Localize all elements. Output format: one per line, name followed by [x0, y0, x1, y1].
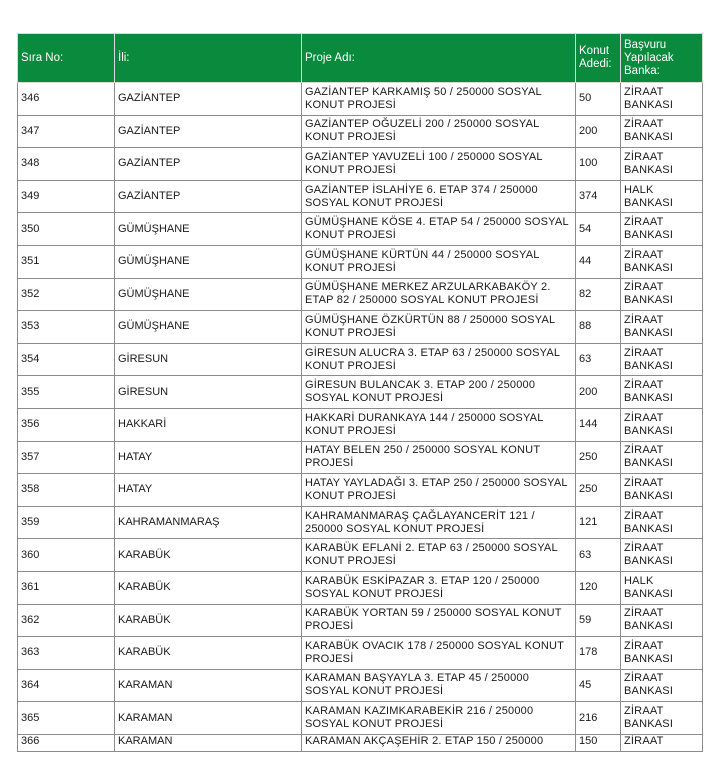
cell-sira-no: 349 — [18, 180, 115, 213]
cell-konut-adedi: 200 — [576, 376, 621, 409]
cell-proje-adi: KARAMAN AKÇAŞEHİR 2. ETAP 150 / 250000 — [302, 734, 576, 751]
cell-il: GAZİANTEP — [115, 83, 302, 116]
header-konut-adedi: Konut Adedi: — [576, 34, 621, 83]
table-row — [18, 278, 703, 311]
cell-konut-adedi: 59 — [576, 604, 621, 637]
cell-sira-no: 348 — [18, 148, 115, 181]
cell-proje-adi: HATAY YAYLADAĞI 3. ETAP 250 / 250000 SOSYAL KONUT PROJESİ — [302, 474, 576, 507]
header-row — [18, 34, 703, 83]
cell-sira-no: 352 — [18, 278, 115, 311]
cell-proje-adi: GÜMÜŞHANE MERKEZ ARZULARKABAKÖY 2. ETAP 82 / 250000 SOSYAL KONUT PROJESİ — [302, 278, 576, 311]
cell-sira-no: 357 — [18, 441, 115, 474]
table-row — [18, 441, 703, 474]
cell-sira-no: 361 — [18, 571, 115, 604]
table-row — [18, 604, 703, 637]
cell-il: GAZİANTEP — [115, 115, 302, 148]
cell-sira-no: 365 — [18, 702, 115, 735]
cell-banka: ZİRAAT BANKASI — [621, 539, 703, 572]
cell-banka: ZİRAAT BANKASI — [621, 115, 703, 148]
header-proje-adi: Proje Adı: — [302, 34, 576, 83]
cell-proje-adi: GAZİANTEP İSLAHİYE 6. ETAP 374 / 250000 SOSYAL KONUT PROJESİ — [302, 180, 576, 213]
cell-proje-adi: GÜMÜŞHANE KÜRTÜN 44 / 250000 SOSYAL KONUT PROJESİ — [302, 245, 576, 278]
cell-konut-adedi: 100 — [576, 148, 621, 181]
table-row — [18, 539, 703, 572]
table-header — [18, 34, 703, 83]
cell-il: GİRESUN — [115, 376, 302, 409]
cell-banka: ZİRAAT BANKASI — [621, 506, 703, 539]
cell-proje-adi: KARABÜK EFLANİ 2. ETAP 63 / 250000 SOSYAL KONUT PROJESİ — [302, 539, 576, 572]
cell-sira-no: 350 — [18, 213, 115, 246]
cell-proje-adi: KARABÜK ESKİPAZAR 3. ETAP 120 / 250000 SOSYAL KONUT PROJESİ — [302, 571, 576, 604]
cell-banka: ZİRAAT BANKASI — [621, 245, 703, 278]
cell-il: KARABÜK — [115, 571, 302, 604]
table-row — [18, 408, 703, 441]
cell-il: HATAY — [115, 441, 302, 474]
header-il: İli: — [115, 34, 302, 83]
cell-banka: ZİRAAT — [621, 734, 703, 751]
cell-sira-no: 362 — [18, 604, 115, 637]
table-row — [18, 669, 703, 702]
cell-konut-adedi: 50 — [576, 83, 621, 116]
cell-konut-adedi: 120 — [576, 571, 621, 604]
table-row — [18, 734, 703, 751]
cell-konut-adedi: 374 — [576, 180, 621, 213]
cell-il: GÜMÜŞHANE — [115, 213, 302, 246]
cell-il: GÜMÜŞHANE — [115, 245, 302, 278]
cell-il: KARABÜK — [115, 604, 302, 637]
cell-konut-adedi: 82 — [576, 278, 621, 311]
table-row — [18, 245, 703, 278]
cell-sira-no: 364 — [18, 669, 115, 702]
cell-banka: ZİRAAT BANKASI — [621, 604, 703, 637]
cell-il: KARAMAN — [115, 669, 302, 702]
cell-banka: ZİRAAT BANKASI — [621, 376, 703, 409]
cell-banka: ZİRAAT BANKASI — [621, 702, 703, 735]
cell-il: GÜMÜŞHANE — [115, 278, 302, 311]
cell-proje-adi: KARAMAN KAZIMKARABEKİR 216 / 250000 SOSYAL KONUT PROJESİ — [302, 702, 576, 735]
cell-konut-adedi: 250 — [576, 441, 621, 474]
cell-il: KAHRAMANMARAŞ — [115, 506, 302, 539]
cell-konut-adedi: 200 — [576, 115, 621, 148]
cell-sira-no: 351 — [18, 245, 115, 278]
housing-project-table — [17, 33, 703, 752]
cell-proje-adi: GİRESUN BULANCAK 3. ETAP 200 / 250000 SOSYAL KONUT PROJESİ — [302, 376, 576, 409]
cell-konut-adedi: 144 — [576, 408, 621, 441]
cell-konut-adedi: 178 — [576, 637, 621, 670]
cell-proje-adi: HATAY BELEN 250 / 250000 SOSYAL KONUT PROJESİ — [302, 441, 576, 474]
cell-proje-adi: GAZİANTEP KARKAMIŞ 50 / 250000 SOSYAL KONUT PROJESİ — [302, 83, 576, 116]
table-row — [18, 702, 703, 735]
cell-banka: ZİRAAT BANKASI — [621, 637, 703, 670]
cell-banka: ZİRAAT BANKASI — [621, 474, 703, 507]
table-row — [18, 148, 703, 181]
table-row — [18, 311, 703, 344]
cell-sira-no: 346 — [18, 83, 115, 116]
cell-proje-adi: GÜMÜŞHANE ÖZKÜRTÜN 88 / 250000 SOSYAL KONUT PROJESİ — [302, 311, 576, 344]
cell-konut-adedi: 250 — [576, 474, 621, 507]
cell-banka: ZİRAAT BANKASI — [621, 83, 703, 116]
cell-proje-adi: KAHRAMANMARAŞ ÇAĞLAYANCERİT 121 / 250000 SOSYAL KONUT PROJESİ — [302, 506, 576, 539]
cell-il: HAKKARİ — [115, 408, 302, 441]
cell-proje-adi: KARABÜK OVACIK 178 / 250000 SOSYAL KONUT PROJESİ — [302, 637, 576, 670]
housing-project-table-sheet — [17, 33, 702, 752]
cell-konut-adedi: 88 — [576, 311, 621, 344]
cell-banka: ZİRAAT BANKASI — [621, 441, 703, 474]
table-row — [18, 343, 703, 376]
cell-proje-adi: GAZİANTEP OĞUZELİ 200 / 250000 SOSYAL KONUT PROJESİ — [302, 115, 576, 148]
table-row — [18, 213, 703, 246]
cell-il: GAZİANTEP — [115, 180, 302, 213]
cell-banka: ZİRAAT BANKASI — [621, 343, 703, 376]
cell-banka: ZİRAAT BANKASI — [621, 213, 703, 246]
cell-il: KARAMAN — [115, 734, 302, 751]
cell-banka: ZİRAAT BANKASI — [621, 311, 703, 344]
cell-konut-adedi: 216 — [576, 702, 621, 735]
table-row — [18, 180, 703, 213]
cell-proje-adi: GÜMÜŞHANE KÖSE 4. ETAP 54 / 250000 SOSYAL KONUT PROJESİ — [302, 213, 576, 246]
cell-sira-no: 356 — [18, 408, 115, 441]
cell-konut-adedi: 45 — [576, 669, 621, 702]
cell-proje-adi: KARABÜK YORTAN 59 / 250000 SOSYAL KONUT PROJESİ — [302, 604, 576, 637]
cell-banka: ZİRAAT BANKASI — [621, 408, 703, 441]
cell-il: KARABÜK — [115, 637, 302, 670]
cell-konut-adedi: 54 — [576, 213, 621, 246]
cell-sira-no: 353 — [18, 311, 115, 344]
cell-proje-adi: GAZİANTEP YAVUZELİ 100 / 250000 SOSYAL KONUT PROJESİ — [302, 148, 576, 181]
cell-proje-adi: KARAMAN BAŞYAYLA 3. ETAP 45 / 250000 SOSYAL KONUT PROJESİ — [302, 669, 576, 702]
cell-il: GÜMÜŞHANE — [115, 311, 302, 344]
table-row — [18, 474, 703, 507]
table-row — [18, 376, 703, 409]
cell-sira-no: 366 — [18, 734, 115, 751]
table-row — [18, 506, 703, 539]
cell-konut-adedi: 44 — [576, 245, 621, 278]
cell-banka: HALK BANKASI — [621, 180, 703, 213]
header-sira-no: Sıra No: — [18, 34, 115, 83]
cell-sira-no: 358 — [18, 474, 115, 507]
cell-sira-no: 347 — [18, 115, 115, 148]
cell-il: HATAY — [115, 474, 302, 507]
cell-banka: ZİRAAT BANKASI — [621, 278, 703, 311]
table-row — [18, 637, 703, 670]
cell-proje-adi: GİRESUN ALUCRA 3. ETAP 63 / 250000 SOSYAL KONUT PROJESİ — [302, 343, 576, 376]
cell-banka: ZİRAAT BANKASI — [621, 148, 703, 181]
cell-banka: HALK BANKASI — [621, 571, 703, 604]
cell-sira-no: 363 — [18, 637, 115, 670]
cell-banka: ZİRAAT BANKASI — [621, 669, 703, 702]
cell-sira-no: 354 — [18, 343, 115, 376]
cell-konut-adedi: 63 — [576, 343, 621, 376]
cell-konut-adedi: 121 — [576, 506, 621, 539]
cell-il: GAZİANTEP — [115, 148, 302, 181]
header-basvuru-banka: Başvuru Yapılacak Banka: — [621, 34, 703, 83]
cell-il: KARABÜK — [115, 539, 302, 572]
cell-sira-no: 360 — [18, 539, 115, 572]
cell-il: KARAMAN — [115, 702, 302, 735]
cell-sira-no: 359 — [18, 506, 115, 539]
cell-konut-adedi: 150 — [576, 734, 621, 751]
cell-proje-adi: HAKKARİ DURANKAYA 144 / 250000 SOSYAL KONUT PROJESİ — [302, 408, 576, 441]
table-row — [18, 83, 703, 116]
table-body — [18, 83, 703, 752]
table-row — [18, 115, 703, 148]
cell-il: GİRESUN — [115, 343, 302, 376]
table-row — [18, 571, 703, 604]
cell-konut-adedi: 63 — [576, 539, 621, 572]
cell-sira-no: 355 — [18, 376, 115, 409]
